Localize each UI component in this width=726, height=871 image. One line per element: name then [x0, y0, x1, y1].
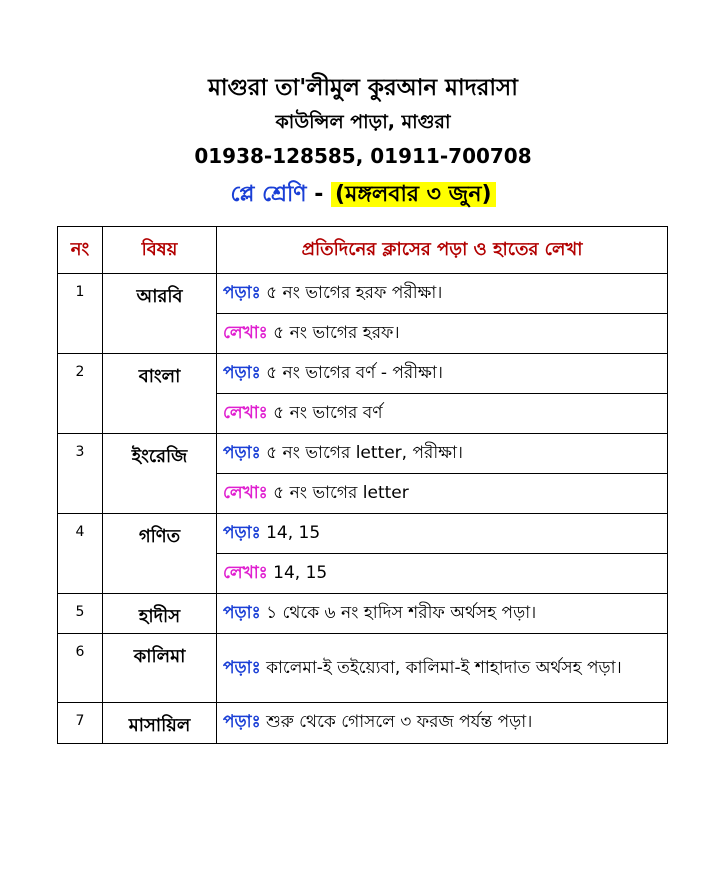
header-subject: বিষয় [103, 227, 217, 274]
row-number: 5 [58, 594, 103, 634]
class-line [0, 176, 726, 214]
madrasa-address: কাউন্সিল পাড়া, মাগুরা [275, 111, 451, 133]
row-subject: ইংরেজি [103, 434, 217, 514]
row-subject: বাংলা [103, 354, 217, 434]
header-number: নং [58, 227, 103, 274]
read-text: ৫ নং ভাগের হরফ পরীক্ষা। [260, 282, 443, 303]
read-cell [217, 634, 668, 703]
table-row [58, 703, 668, 744]
read-cell [217, 354, 668, 394]
lesson-table [57, 226, 668, 744]
table-row [58, 514, 668, 554]
table-row [58, 354, 668, 394]
class-name: প্লে শ্রেণি [230, 182, 307, 207]
write-cell [217, 394, 668, 434]
row-number: 4 [58, 514, 103, 594]
read-cell [217, 594, 668, 634]
class-separator: - [306, 182, 332, 207]
write-text: ৫ নং ভাগের letter [267, 482, 409, 503]
read-label: পড়াঃ [223, 282, 261, 303]
read-label: পড়াঃ [223, 362, 261, 383]
table-header-row [58, 227, 668, 274]
read-text: শুরু থেকে গোসলে ৩ ফরজ পর্যন্ত পড়া। [260, 712, 533, 732]
row-subject: গণিত [103, 514, 217, 594]
table-row [58, 434, 668, 474]
row-number: 2 [58, 354, 103, 434]
table-row [58, 594, 668, 634]
read-label: পড়াঃ [223, 712, 261, 732]
write-label: লেখাঃ [223, 482, 268, 503]
write-cell [217, 474, 668, 514]
header-lesson: প্রতিদিনের ক্লাসের পড়া ও হাতের লেখা [217, 227, 668, 274]
read-label: পড়াঃ [223, 522, 261, 543]
write-cell [217, 314, 668, 354]
read-text: কালেমা-ই তইয়্যেবা, কালিমা-ই শাহাদাত অর্থসহ পড়া। [260, 658, 622, 678]
read-cell [217, 703, 668, 744]
table-row [58, 274, 668, 314]
write-text: 14, 15 [267, 562, 328, 583]
row-subject: মাসায়িল [103, 703, 217, 744]
read-cell [217, 514, 668, 554]
read-text: ১ থেকে ৬ নং হাদিস শরীফ অর্থসহ পড়া। [260, 602, 537, 623]
read-cell [217, 434, 668, 474]
row-subject: আরবি [103, 274, 217, 354]
document-header [0, 70, 726, 214]
row-number: 1 [58, 274, 103, 354]
read-text: ৫ নং ভাগের বর্ণ - পরীক্ষা। [260, 362, 443, 383]
read-label: পড়াঃ [223, 442, 261, 463]
write-label: লেখাঃ [223, 322, 268, 343]
row-number: 7 [58, 703, 103, 744]
phone-numbers: 01938-128585, 01911-700708 [194, 144, 532, 168]
read-text: ৫ নং ভাগের letter, পরীক্ষা। [260, 442, 464, 463]
read-label: পড়াঃ [223, 658, 261, 678]
read-cell [217, 274, 668, 314]
row-number: 3 [58, 434, 103, 514]
read-text: 14, 15 [260, 522, 321, 543]
write-text: ৫ নং ভাগের বর্ণ [267, 402, 383, 423]
row-subject: কালিমা [103, 634, 217, 703]
table-row [58, 634, 668, 703]
row-subject: হাদীস [103, 594, 217, 634]
madrasa-title: মাগুরা তা'লীমুল কুরআন মাদরাসা [208, 75, 518, 101]
row-number: 6 [58, 634, 103, 703]
write-label: লেখাঃ [223, 402, 268, 423]
read-label: পড়াঃ [223, 602, 261, 623]
write-label: লেখাঃ [223, 562, 268, 583]
write-cell [217, 554, 668, 594]
write-text: ৫ নং ভাগের হরফ। [267, 322, 400, 343]
class-date: (মঙ্গলবার ৩ জুন) [331, 182, 495, 207]
